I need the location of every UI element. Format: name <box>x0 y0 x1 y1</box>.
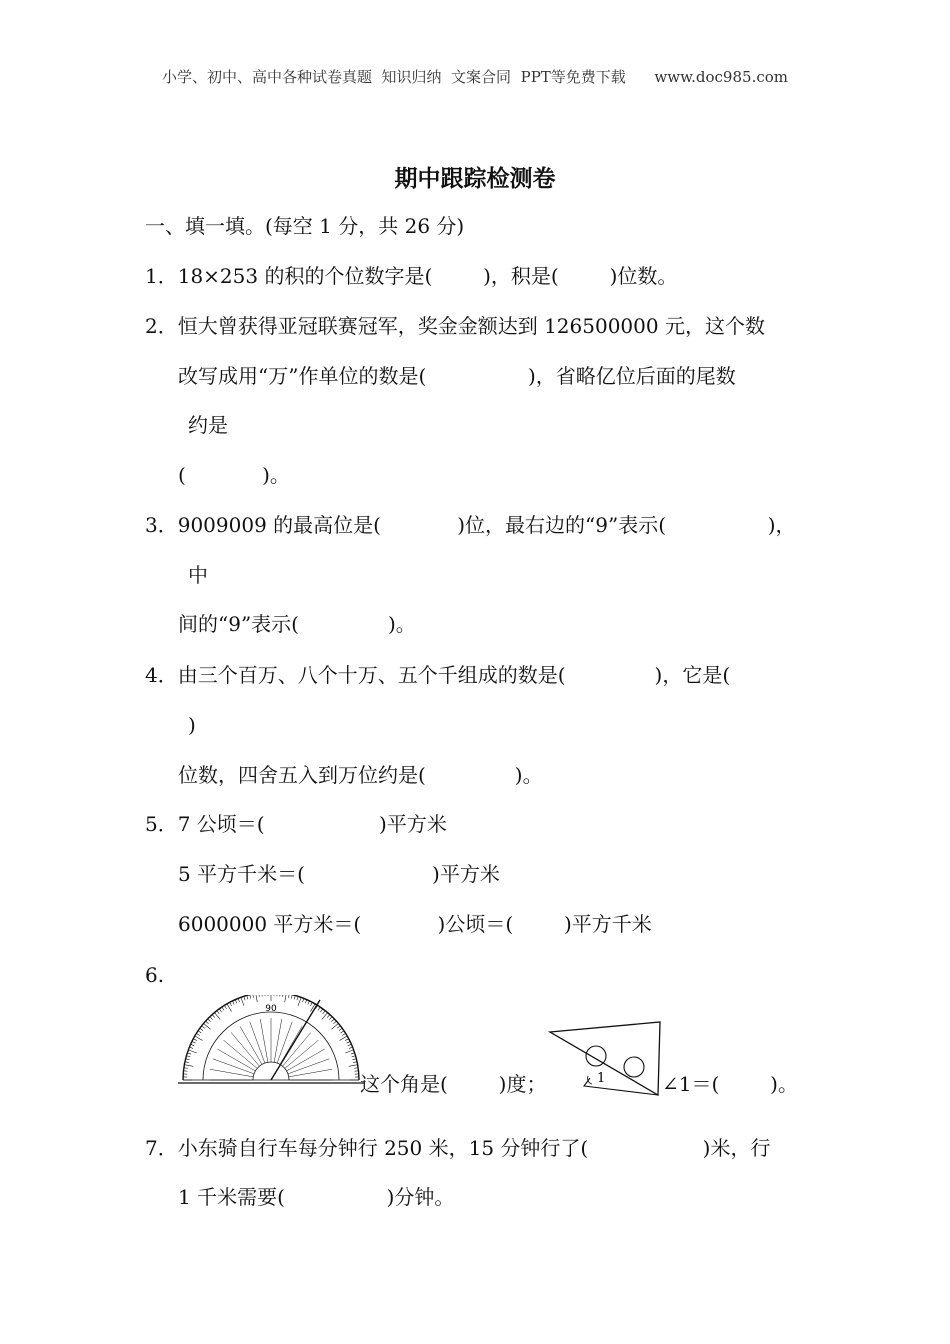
protractor-tick <box>345 1050 353 1053</box>
question-7-line-1: 7．小东骑自行车每分钟行 250 米，15 分钟行了( )米，行 <box>145 1136 771 1160</box>
protractor-tick <box>291 995 292 998</box>
question-6-text-a: 这个角是( )度； <box>360 1072 547 1096</box>
question-3-line-1: 3．9009009 的最高位是( )位，最右边的“9”表示( )， <box>145 513 796 537</box>
protractor-radial <box>260 1019 268 1062</box>
protractor-radial <box>289 1069 332 1077</box>
protractor-tick <box>349 1065 358 1067</box>
question-5-line-2: 5 平方千米＝( )平方米 <box>178 862 500 886</box>
question-2-line-3: 约是 <box>188 413 228 437</box>
question-6-number: 6. <box>145 963 165 987</box>
angle-arm <box>584 1078 658 1095</box>
page-header: 小学、初中、高中各种试卷真题 知识归纳 文案合同 PPT等免费下载 www.doc985.com <box>161 68 788 86</box>
protractor-figure <box>178 995 368 1090</box>
protractor-tick <box>253 995 254 998</box>
question-2-line-1: 2．恒大曾获得亚冠联赛冠军，奖金金额达到 126500000 元，这个数 <box>145 314 765 338</box>
question-4-line-1: 4．由三个百万、八个十万、五个千组成的数是( )，它是( <box>145 663 731 687</box>
protractor-tick <box>298 997 301 1005</box>
protractor-radial <box>274 1019 282 1062</box>
protractor-tick <box>285 995 287 1002</box>
protractor-radial <box>210 1069 253 1077</box>
question-6-text-b: ∠1＝( )。 <box>662 1072 798 1096</box>
question-2-line-4: ( )。 <box>178 463 290 487</box>
protractor-tick <box>256 995 258 1002</box>
set-square-hole-1 <box>586 1046 606 1066</box>
protractor-radial <box>231 1033 259 1067</box>
protractor-tick <box>241 997 244 1005</box>
protractor-radial <box>285 1040 319 1068</box>
protractor-tick <box>288 995 289 998</box>
set-square-hole-2 <box>624 1057 644 1077</box>
question-4-line-3: 位数，四舍五入到万位约是( )。 <box>178 763 543 787</box>
question-3-line-2: 中 <box>188 563 208 587</box>
page-title: 期中跟踪检测卷 <box>394 166 556 192</box>
question-1: 1．18×253 的积的个位数字是( )，积是( )位数。 <box>145 264 678 288</box>
protractor-top-label: 90 <box>265 1004 277 1014</box>
protractor-tick <box>188 1050 196 1053</box>
protractor-radial <box>224 1040 258 1068</box>
protractor-tick <box>259 995 260 997</box>
question-5-line-1: 5．7 公顷＝( )平方米 <box>145 812 447 836</box>
question-5-line-3: 6000000 平方米＝( )公顷＝( )平方千米 <box>178 912 652 936</box>
protractor-radial <box>217 1049 255 1071</box>
angle-1-label: 1 <box>597 1071 606 1086</box>
question-4-line-2: ) <box>188 713 196 737</box>
protractor-radial <box>250 1022 265 1063</box>
question-3-line-3: 间的“9”表示( )。 <box>178 612 416 636</box>
angle-mark <box>588 1076 592 1084</box>
protractor-tick <box>184 1065 193 1067</box>
section-heading: 一、填一填。(每空 1 分，共 26 分) <box>145 214 465 238</box>
protractor-radial <box>288 1059 329 1074</box>
protractor-tick <box>283 995 284 997</box>
protractor-tick <box>250 995 251 998</box>
question-7-line-2: 1 千米需要( )分钟。 <box>178 1185 455 1209</box>
protractor-radial <box>213 1059 254 1074</box>
protractor-radial <box>240 1026 262 1064</box>
set-square-figure <box>548 1020 663 1100</box>
protractor-radial <box>287 1049 325 1071</box>
question-2-line-2: 改写成用“万”作单位的数是( )，省略亿位后面的尾数 <box>178 364 736 388</box>
